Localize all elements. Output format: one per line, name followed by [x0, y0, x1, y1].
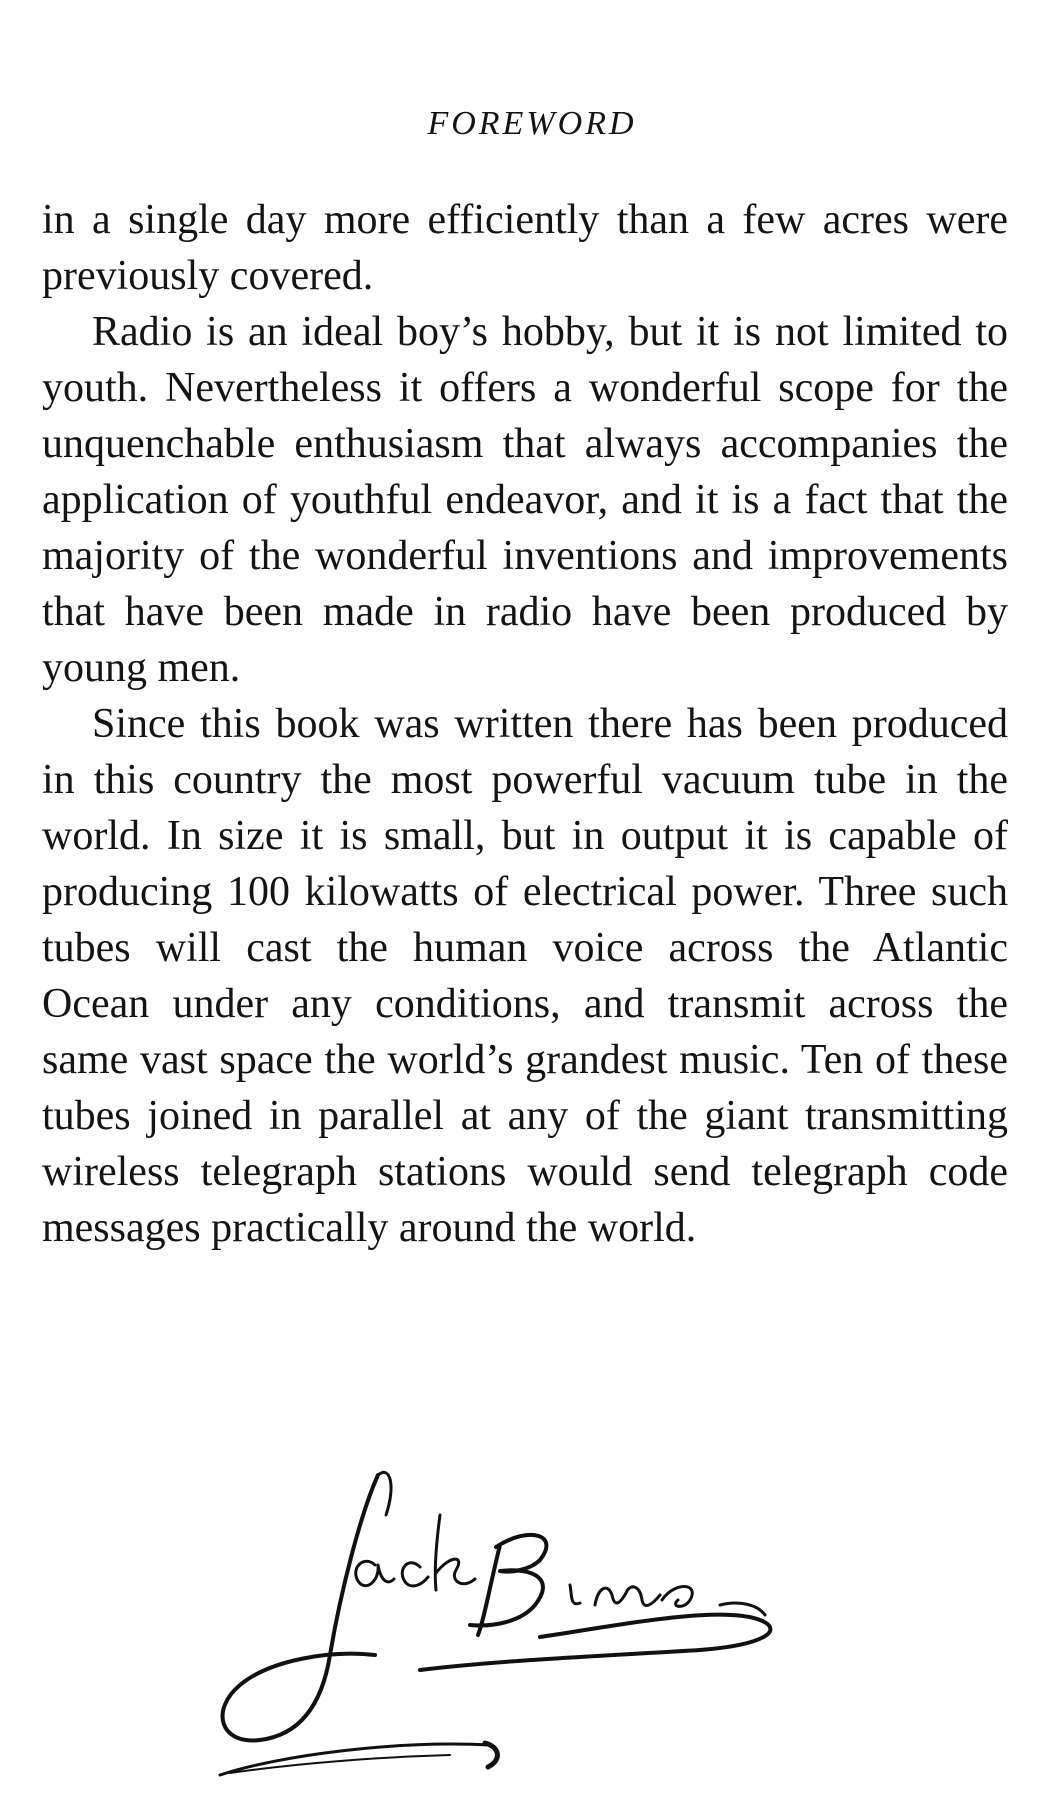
paragraph-1: in a single day more efficiently than a few acres were previously covered. [42, 197, 1008, 299]
paragraph-3: Since this book was written there has been produced in this country the most powerful vacuum tube in the world. In size it is small, but in output it is capable of producing 100 kilowatts of electrical power. Three such tubes will cast the human voice across the Atlantic Ocean under any conditions, and transmit across the same vast space the world’s grandest music. Ten of these tubes joined in parallel at any of the giant transmitting wireless telegraph stations would send telegraph code messages practically around the world. [42, 701, 1008, 1251]
body-text [42, 192, 1008, 1256]
running-head: FOREWORD [427, 105, 637, 142]
handwritten-signature [200, 1455, 900, 1785]
paragraph-2: Radio is an ideal boy’s hobby, but it is not limited to youth. Nevertheless it offers a wonderful scope for the unquenchable enthusiasm that always accompanies the application of youthful endeavor, and it is a fact that the majority of the wonderful inventions and improvements that have been made in radio have been produced by young men. [42, 309, 1008, 691]
